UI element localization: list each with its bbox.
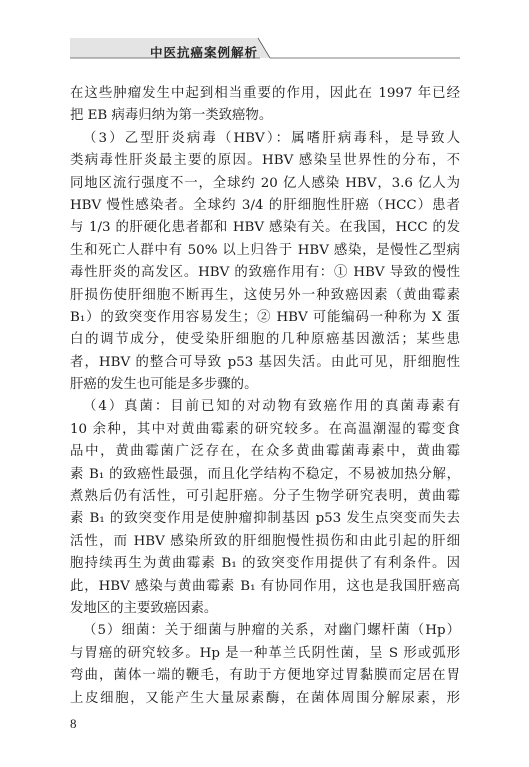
running-header-band (70, 36, 460, 66)
page-number: 8 (70, 716, 77, 731)
text-line: 10 余种，其中对黄曲霉素的研究较多。在高温潮湿的霉变食 (70, 421, 460, 437)
text-line: 与胃癌的研究较多。Hp 是一种革兰氏阴性菌，呈 S 形或弧形 (70, 645, 460, 661)
text-line: B₁）的致突变作用容易发生；② HBV 可能编码一种称为 X 蛋 (70, 309, 460, 325)
page-body (70, 83, 460, 710)
text-line: 活性，而 HBV 感染所致的肝细胞慢性损伤和由此引起的肝细 (70, 533, 460, 549)
text-line: 类病毒性肝炎最主要的原因。HBV 感染呈世界性的分布，不 (70, 153, 460, 169)
text-line: HBV 慢性感染者。全球约 3/4 的肝细胞性肝癌（HCC）患者 (70, 197, 460, 213)
text-line: 胞持续再生为黄曲霉素 B₁ 的致突变作用提供了有利条件。因 (70, 556, 460, 572)
header-tab-shape (70, 36, 460, 66)
text-line: 品中，黄曲霉菌广泛存在，在众多黄曲霉菌毒素中，黄曲霉 (70, 444, 460, 460)
running-header-title: 中医抗癌案例解析 (150, 45, 259, 60)
text-line: （3）乙型肝炎病毒（HBV）：属嗜肝病毒科，是导致人 (83, 130, 460, 146)
text-line: 上皮细胞，又能产生大量尿素酶，在菌体周围分解尿素，形 (70, 690, 460, 706)
text-line: 白的调节成分，使受染肝细胞的几种原癌基因激活；某些患 (70, 332, 460, 348)
text-line: 素 B₁ 的致突变作用是使肿瘤抑制基因 p53 发生点突变而失去 (70, 511, 460, 527)
text-line: 此，HBV 感染与黄曲霉素 B₁ 有协同作用，这也是我国肝癌高 (70, 578, 460, 594)
text-line: 生和死亡人群中有 50% 以上归咎于 HBV 感染，是慢性乙型病 (70, 242, 460, 258)
text-line: 同地区流行强度不一，全球约 20 亿人感染 HBV，3.6 亿人为 (70, 175, 460, 191)
text-line: 肝损伤使肝细胞不断再生，这使另外一种致癌因素（黄曲霉素 (70, 287, 460, 303)
text-line: 素 B₁ 的致癌性最强，而且化学结构不稳定，不易被加热分解， (70, 466, 460, 482)
text-line: 毒性肝炎的高发区。HBV 的致癌作用有：① HBV 导致的慢性 (70, 265, 460, 281)
text-line: 肝癌的发生也可能是多步骤的。 (70, 377, 258, 393)
text-line: 把 EB 病毒归纳为第一类致癌物。 (70, 108, 273, 124)
text-line: （4）真菌：目前已知的对动物有致癌作用的真菌毒素有 (83, 399, 460, 415)
text-line: 煮熟后仍有活性，可引起肝癌。分子生物学研究表明，黄曲霉 (70, 489, 460, 505)
text-line: 与 1/3 的肝硬化患者都和 HBV 感染有关。在我国，HCC 的发 (70, 220, 460, 236)
text-line: 在这些肿瘤发生中起到相当重要的作用，因此在 1997 年已经 (70, 86, 460, 101)
text-line: （5）细菌：关于细菌与肿瘤的关系，对幽门螺杆菌（Hp） (83, 623, 460, 639)
text-line: 者，HBV 的整合可导致 p53 基因失活。由此可见，肝细胞性 (70, 354, 460, 370)
text-line: 弯曲，菌体一端的鞭毛，有助于方便地穿过胃黏膜而定居在胃 (70, 668, 460, 684)
text-line: 发地区的主要致癌因素。 (70, 600, 218, 616)
